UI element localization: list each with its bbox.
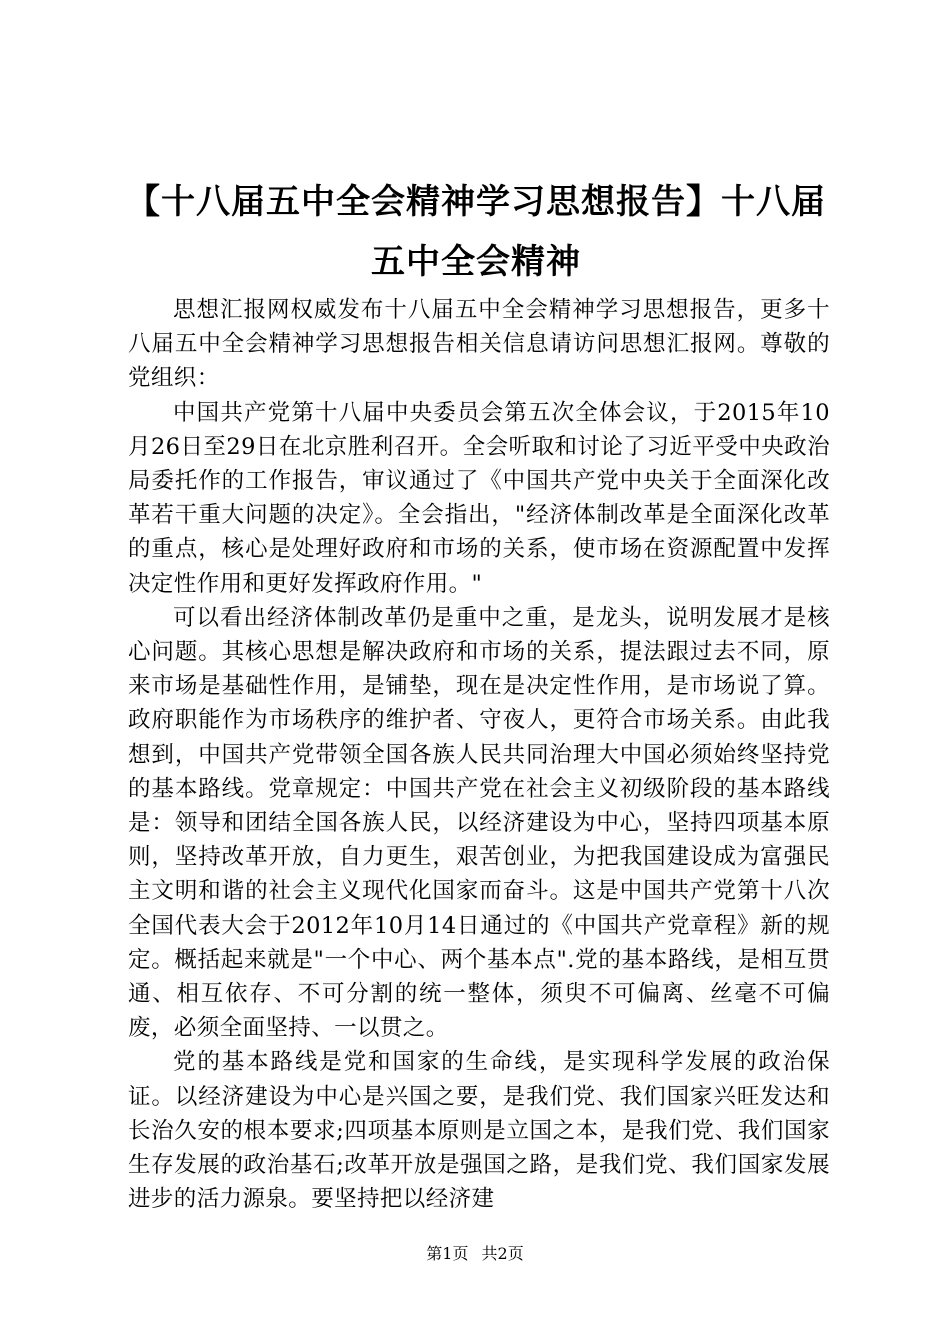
page-number: 第1页 <box>426 1244 469 1263</box>
paragraph-intro: 思想汇报网权威发布十八届五中全会精神学习思想报告，更多十八届五中全会精神学习思想报告相关信息请访问思想汇报网。尊敬的党组织： <box>128 297 830 392</box>
document-title: 【十八届五中全会精神学习思想报告】十八届五中全会精神 <box>126 182 826 282</box>
paragraph-plenum: 中国共产党第十八届中央委员会第五次全体会议，于2015年10月26日至29日在北京胜利召开。全会听取和讨论了习近平受中央政治局委托作的工作报告，审议通过了《中国共产党中央关于全面深化改革若干重大问题的决定》。全会指出，"经济体制改革是全面深化改革的重点，核心是处理好政府和市场的关系，使市场在资源配置中发挥决定性作用和更好发挥政府作用。" <box>128 399 830 597</box>
paragraph-basic-line: 党的基本路线是党和国家的生命线，是实现科学发展的政治保证。以经济建设为中心是兴国之要，是我们党、我们国家兴旺发达和长治久安的根本要求;四项基本原则是立国之本，是我们党、我们国家生存发展的政治基石;改革开放是强国之路，是我们党、我们国家发展进步的活力源泉。要坚持把以经济建 <box>128 1049 830 1213</box>
document-body <box>128 293 830 1216</box>
paragraph-analysis: 可以看出经济体制改革仍是重中之重，是龙头，说明发展才是核心问题。其核心思想是解决政府和市场的关系，提法跟过去不同，原来市场是基础性作用，是铺垫，现在是决定性作用，是市场说了算。政府职能作为市场秩序的维护者、守夜人，更符合市场关系。由此我想到，中国共产党带领全国各族人民共同治理大中国必须始终坚持党的基本路线。党章规定：中国共产党在社会主义初级阶段的基本路线是：领导和团结全国各族人民，以经济建设为中心，坚持四项基本原则，坚持改革开放，自力更生，艰苦创业，为把我国建设成为富强民主文明和谐的社会主义现代化国家而奋斗。这是中国共产党第十八次全国代表大会于2012年10月14日通过的《中国共产党章程》新的规定。概括起来就是"一个中心、两个基本点".党的基本路线，是相互贯通、相互依存、不可分割的统一整体，须臾不可偏离、丝毫不可偏废，必须全面坚持、一以贯之。 <box>128 604 830 1042</box>
page-footer <box>0 1244 950 1264</box>
page-total: 共2页 <box>481 1244 524 1263</box>
